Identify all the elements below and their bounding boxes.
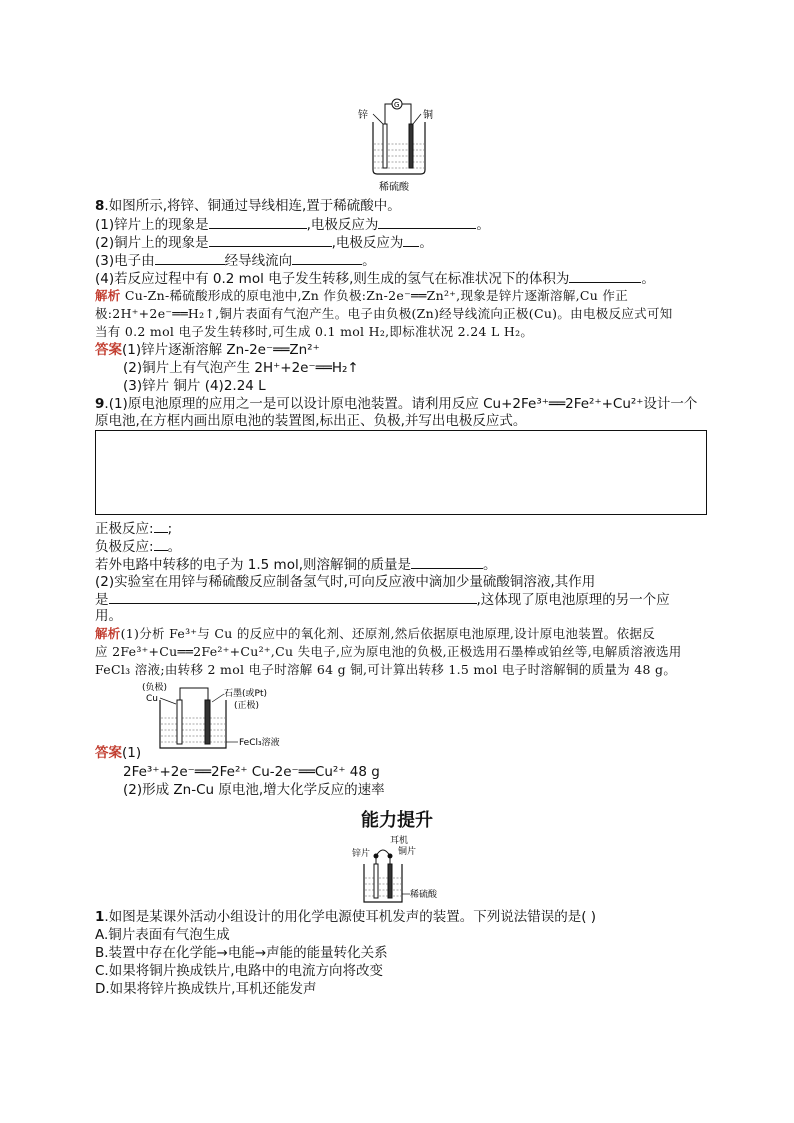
q9-analysis-text-1: (1)分析 Fe³⁺与 Cu 的反应中的氧化剂、还原剂,然后依据原电池原理,设计原电池装置。依据反 [120, 626, 655, 641]
q8-blank-7[interactable] [569, 270, 641, 283]
q8-part3-text-b: 经导线流向 [224, 253, 293, 269]
q1-stem [95, 909, 596, 925]
cu-fecl3-cell-figure [142, 680, 292, 760]
q9-positive-reaction [95, 520, 172, 537]
q9-answer-text-1: (1) [122, 745, 142, 761]
q9-answer-1 [95, 745, 141, 761]
q8-part1 [95, 216, 490, 233]
q1-stem-text: .如图是某课外活动小组设计的用化学电源使耳机发声的装置。下列说法错误的是( ) [104, 909, 597, 925]
q8-number: 8 [95, 198, 105, 214]
q8-part4-end: 。 [641, 271, 655, 287]
q1-option-b[interactable]: B.装置中存在化学能→电能→声能的能量转化关系 [95, 945, 388, 961]
q8-part4-text: (4)若反应过程中有 0.2 mol 电子发生转移,则生成的氢气在标准状况下的体积为 [95, 271, 570, 287]
q9-blank-mass[interactable] [411, 556, 483, 569]
q9-pos-label: 正极反应: [95, 521, 154, 537]
q1-number: 1 [95, 909, 105, 925]
q8-analysis-1 [95, 288, 628, 304]
q8-answer-text-1: (1)锌片逐渐溶解 Zn-2e⁻══Zn²⁺ [122, 342, 320, 358]
q9-part2-d: 用。 [95, 608, 122, 624]
fig1-acid-label: 稀硫酸 [379, 182, 409, 193]
q8-part2 [95, 234, 433, 251]
q8-answer-1 [95, 342, 320, 358]
q8-part1-text-b: ,电极反应为 [306, 217, 379, 233]
fig2-solution-label: FeCl₃溶液 [239, 738, 280, 748]
fig3-cu-label: 铜片 [398, 847, 417, 857]
q9-mass [95, 556, 497, 573]
section-title: 能力提升 [361, 810, 433, 831]
q9-neg-end: 。 [167, 539, 182, 555]
q8-analysis-2: 极:2H⁺+2e⁻══H₂↑,铜片表面有气泡产生。电子由负极(Zn)经导线流向正极(Cu)。由电极反应式可知 [95, 306, 673, 321]
q1-option-d[interactable]: D.如果将锌片换成铁片,耳机还能发声 [95, 981, 317, 997]
q9-part2-c-text: ,这体现了原电池原理的另一个应 [476, 592, 670, 608]
q8-part3-text: (3)电子由 [95, 253, 155, 269]
q8-part1-end: 。 [476, 217, 490, 233]
q9-answer-label: 答案 [95, 745, 122, 761]
q8-part4 [95, 270, 655, 287]
q8-blank-2[interactable] [378, 216, 476, 229]
fig3-ear-label: 耳机 [390, 836, 409, 846]
q9-mass-end: 。 [483, 557, 497, 573]
q9-analysis-label: 解析 [95, 626, 121, 641]
q9-part2-a: (2)实验室在用锌与稀硫酸反应制备氢气时,可向反应液中滴加少量硫酸铜溶液,其作用 [95, 574, 596, 590]
galvanometer-label: G [394, 101, 400, 109]
q8-answer-2: (2)铜片上有气泡产生 2H⁺+2e⁻══H₂↑ [123, 360, 359, 376]
q8-blank-4[interactable] [403, 234, 419, 247]
q8-part2-end: 。 [419, 235, 433, 251]
q8-answer-3: (3)锌片 铜片 (4)2.24 L [123, 378, 266, 394]
q8-part1-text: (1)锌片上的现象是 [95, 217, 209, 233]
q9-answer-2: 2Fe³⁺+2e⁻══2Fe²⁺ Cu-2e⁻══Cu²⁺ 48 g [123, 764, 380, 780]
fig1-cu-label: 铜 [423, 110, 433, 121]
fig2-cu-label: Cu [146, 694, 158, 704]
q9-pos-end: ; [167, 521, 173, 537]
fig2-pos-label: (正极) [234, 701, 260, 711]
q9-blank-effect[interactable] [109, 591, 477, 604]
q8-stem [95, 198, 401, 214]
q9-mass-text: 若外电路中转移的电子为 1.5 mol,则溶解铜的质量是 [95, 557, 412, 573]
q8-analysis-text-1: Cu-Zn-稀硫酸形成的原电池中,Zn 作负极:Zn-2e⁻══Zn²⁺,现象是锌片逐渐溶解,Cu 作正 [120, 288, 629, 303]
q9-analysis-2: 应 2Fe³⁺+Cu══2Fe²⁺+Cu²⁺,Cu 失电子,应为原电池的负极,正极选用石墨棒或铂丝等,电解质溶液选用 [95, 644, 682, 659]
q8-blank-5[interactable] [155, 252, 225, 265]
q1-option-c[interactable]: C.如果将铜片换成铁片,电路中的电流方向将改变 [95, 963, 384, 979]
q8-stem-text: .如图所示,将锌、铜通过导线相连,置于稀硫酸中。 [104, 198, 401, 214]
q8-part3 [95, 252, 376, 269]
q8-part2-text: (2)铜片上的现象是 [95, 235, 209, 251]
earphone-cell-figure [348, 834, 448, 908]
q9-stem-1 [95, 396, 697, 412]
q9-number: 9 [95, 396, 105, 412]
q9-stem-text-1: .(1)原电池原理的应用之一是可以设计原电池装置。请利用反应 Cu+2Fe³⁺══2Fe²⁺+Cu²⁺设计一个 [104, 396, 698, 412]
fig2-neg-label: (负极) [142, 683, 168, 693]
q9-blank-pos[interactable] [154, 520, 168, 533]
q9-part2-b [95, 591, 670, 608]
fig3-acid-label: 稀硫酸 [410, 890, 438, 900]
q8-analysis-3: 当有 0.2 mol 电子发生转移时,可生成 0.1 mol H₂,即标准状况 2.24 L H₂。 [95, 324, 534, 339]
q9-stem-2: 原电池,在方框内画出原电池的装置图,标出正、负极,并写出电极反应式。 [95, 413, 527, 429]
q8-answer-label: 答案 [95, 342, 122, 358]
q9-neg-label: 负极反应: [95, 539, 154, 555]
fig2-graphite-label: 石墨(或Pt) [224, 689, 267, 699]
q8-part3-end: 。 [362, 253, 376, 269]
q9-answer-3: (2)形成 Zn-Cu 原电池,增大化学反应的速率 [123, 782, 385, 798]
fig3-zn-label: 锌片 [352, 849, 371, 859]
q9-negative-reaction [95, 538, 181, 555]
q9-analysis-3: FeCl₃ 溶液;由转移 2 mol 电子时溶解 64 g 铜,可计算出转移 1.5 mol 电子时溶解铜的质量为 48 g。 [95, 662, 677, 677]
fig1-zn-label: 锌 [358, 110, 368, 121]
q1-option-a[interactable]: A.铜片表面有气泡生成 [95, 927, 230, 943]
q9-part2-b-text: 是 [95, 592, 109, 608]
q8-part2-text-b: ,电极反应为 [331, 235, 404, 251]
zn-cu-cell-figure [355, 96, 445, 196]
drawing-box[interactable] [95, 430, 707, 515]
q8-analysis-label: 解析 [95, 288, 121, 303]
q9-blank-neg[interactable] [154, 538, 168, 551]
q8-blank-6[interactable] [292, 252, 362, 265]
q8-blank-1[interactable] [209, 216, 307, 229]
q9-analysis-1 [95, 626, 655, 642]
q8-blank-3[interactable] [209, 234, 332, 247]
